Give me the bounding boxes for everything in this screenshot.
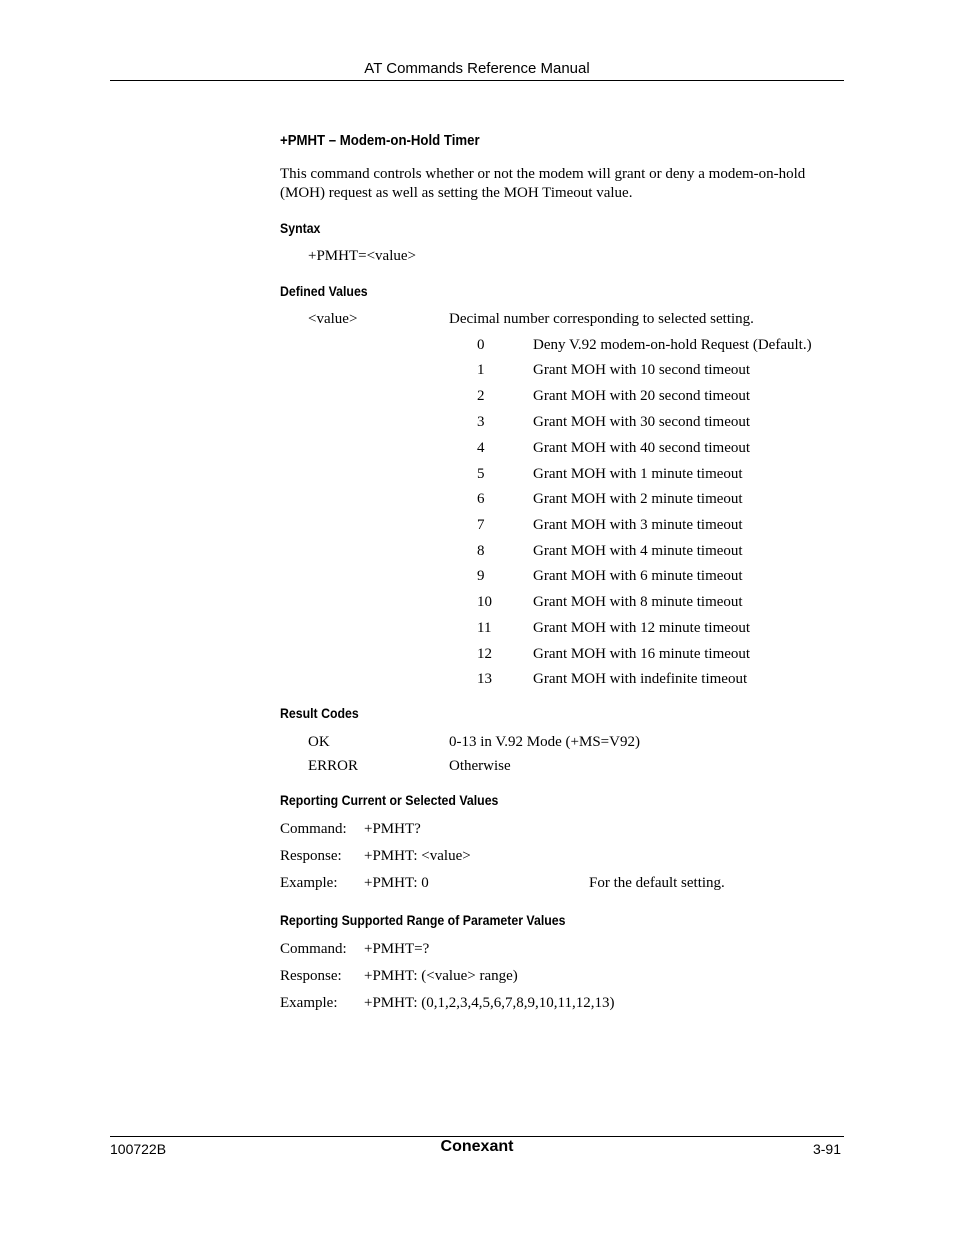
option-description: Grant MOH with 1 minute timeout	[533, 466, 743, 482]
option-description: Grant MOH with 16 minute timeout	[533, 646, 751, 662]
example-value: +PMHT: (0,1,2,3,4,5,6,7,8,9,10,11,12,13)	[364, 995, 615, 1011]
syntax-command: +PMHT=<value>	[308, 248, 416, 264]
option-description: Grant MOH with 3 minute timeout	[533, 517, 743, 533]
defined-values-heading: Defined Values	[280, 283, 368, 299]
option-code: 8	[477, 543, 485, 559]
result-codes-heading: Result Codes	[280, 705, 359, 721]
option-code: 3	[477, 414, 485, 430]
footer-company: Conexant	[440, 1138, 514, 1155]
example-note: For the default setting.	[589, 875, 725, 891]
option-description: Grant MOH with 2 minute timeout	[533, 491, 743, 507]
response-label: Response:	[280, 848, 342, 864]
option-code: 4	[477, 440, 485, 456]
command-value: +PMHT=?	[364, 941, 430, 957]
option-code: 12	[477, 646, 492, 662]
option-code: 0	[477, 337, 485, 353]
option-description: Deny V.92 modem-on-hold Request (Default.)	[533, 337, 812, 353]
intro-line-1: This command controls whether or not the modem will grant or deny a modem-on-hold	[280, 166, 806, 182]
option-code: 1	[477, 362, 485, 378]
option-description: Grant MOH with 40 second timeout	[533, 440, 751, 456]
option-code: 5	[477, 466, 485, 482]
example-label: Example:	[280, 995, 338, 1011]
result-code-description: Otherwise	[449, 758, 511, 774]
option-code: 13	[477, 671, 492, 687]
param-description: Decimal number corresponding to selected setting.	[449, 311, 754, 327]
option-code: 6	[477, 491, 485, 507]
result-code-description: 0-13 in V.92 Mode (+MS=V92)	[449, 734, 640, 750]
option-description: Grant MOH with 12 minute timeout	[533, 620, 751, 636]
example-value: +PMHT: 0	[364, 875, 429, 891]
option-code: 11	[477, 620, 492, 636]
footer-rule	[110, 1136, 844, 1137]
option-code: 9	[477, 568, 485, 584]
option-description: Grant MOH with 10 second timeout	[533, 362, 751, 378]
running-header: AT Commands Reference Manual	[364, 60, 590, 77]
option-description: Grant MOH with 6 minute timeout	[533, 568, 743, 584]
param-name: <value>	[308, 311, 358, 327]
option-description: Grant MOH with indefinite timeout	[533, 671, 748, 687]
option-description: Grant MOH with 30 second timeout	[533, 414, 751, 430]
command-value: +PMHT?	[364, 821, 421, 837]
section-title: +PMHT – Modem-on-Hold Timer	[280, 132, 480, 149]
reporting-current-heading: Reporting Current or Selected Values	[280, 792, 499, 808]
option-description: Grant MOH with 4 minute timeout	[533, 543, 743, 559]
intro-line-2: (MOH) request as well as setting the MOH Timeout value.	[280, 185, 633, 201]
option-description: Grant MOH with 8 minute timeout	[533, 594, 743, 610]
command-label: Command:	[280, 941, 347, 957]
command-label: Command:	[280, 821, 347, 837]
footer-doc-number: 100722B	[110, 1141, 167, 1157]
option-description: Grant MOH with 20 second timeout	[533, 388, 751, 404]
example-label: Example:	[280, 875, 338, 891]
footer-page-number: 3-91	[812, 1141, 841, 1157]
option-code: 10	[477, 594, 492, 610]
option-code: 7	[477, 517, 485, 533]
response-value: +PMHT: <value>	[364, 848, 471, 864]
reporting-range-heading: Reporting Supported Range of Parameter Values	[280, 912, 566, 928]
result-code: OK	[308, 734, 330, 750]
syntax-heading: Syntax	[280, 220, 321, 236]
option-code: 2	[477, 388, 485, 404]
response-label: Response:	[280, 968, 342, 984]
result-code: ERROR	[308, 758, 359, 774]
response-value: +PMHT: (<value> range)	[364, 968, 518, 984]
header-rule	[110, 80, 844, 81]
